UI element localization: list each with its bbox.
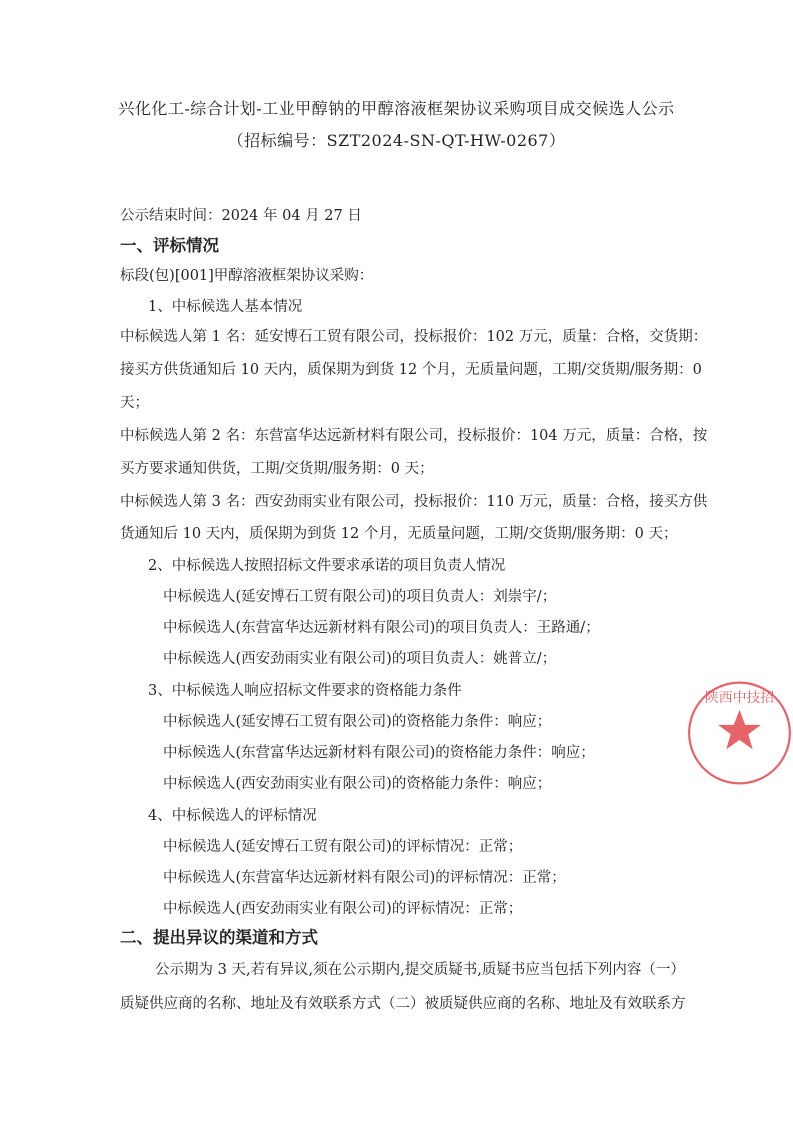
manager-line: 中标候选人(延安博石工贸有限公司)的项目负责人：刘崇宇/； <box>163 589 557 605</box>
section1-heading: 一、评标情况 <box>120 236 219 255</box>
announcement-end-time: 公示结束时间：2024 年 04 月 27 日 <box>120 208 362 224</box>
seal-star-icon <box>718 710 761 750</box>
document-title: 兴化化工-综合计划-工业甲醇钠的甲醇溶液框架协议采购项目成交候选人公示 <box>118 99 675 118</box>
section2-heading: 二、提出异议的渠道和方式 <box>120 928 318 947</box>
qualification-line: 中标候选人(西安劲雨实业有限公司)的资格能力条件：响应； <box>163 776 552 792</box>
qualification-line: 中标候选人(东营富华达远新材料有限公司)的资格能力条件：响应； <box>163 745 595 761</box>
evaluation-line: 中标候选人(东营富华达远新材料有限公司)的评标情况：正常； <box>163 870 566 886</box>
manager-line: 中标候选人(东营富华达远新材料有限公司)的项目负责人：王路通/； <box>163 620 600 636</box>
candidate-line: 接买方供货通知后 10 天内，质保期为到货 12 个月，无质量问题，工期/交货期/服务期：0 <box>120 362 702 378</box>
official-seal <box>686 648 793 818</box>
candidate-line: 中标候选人第 2 名：东营富华达远新材料有限公司，投标报价：104 万元，质量：合格，按 <box>120 428 708 444</box>
candidate-line: 中标候选人第 3 名：西安劲雨实业有限公司，投标报价：110 万元，质量：合格，接买方供 <box>120 494 708 510</box>
evaluation-line: 中标候选人(延安博石工贸有限公司)的评标情况：正常； <box>163 839 523 855</box>
candidate-line: 天； <box>120 395 149 411</box>
candidate-line: 中标候选人第 1 名：延安博石工贸有限公司，投标报价：102 万元，质量：合格，交货期： <box>120 329 708 345</box>
subsection3-heading: 3、中标候选人响应招标文件要求的资格能力条件 <box>148 683 462 699</box>
evaluation-line: 中标候选人(西安劲雨实业有限公司)的评标情况：正常； <box>163 901 523 917</box>
candidate-line: 买方要求通知供货，工期/交货期/服务期：0 天； <box>120 461 434 477</box>
subsection2-heading: 2、中标候选人按照招标文件要求承诺的项目负责人情况 <box>148 558 506 574</box>
subsection1-heading: 1、中标候选人基本情况 <box>148 299 303 315</box>
svg-text:陕西中技招: 陕西中技招 <box>704 690 775 707</box>
subsection4-heading: 4、中标候选人的评标情况 <box>148 808 317 824</box>
candidate-line: 货通知后 10 天内，质保期为到货 12 个月，无质量问题，工期/交货期/服务期：0 天； <box>120 526 678 542</box>
tender-number: （招标编号：SZT2024-SN-QT-HW-0267） <box>227 131 566 150</box>
lot-label: 标段(包)[001]甲醇溶液框架协议采购： <box>120 268 374 284</box>
objection-line: 质疑供应商的名称、地址及有效联系方式（二）被质疑供应商的名称、地址及有效联系方 <box>120 996 686 1012</box>
objection-line: 公示期为 3 天,若有异议,须在公示期内,提交质疑书,质疑书应当包括下列内容（一） <box>155 962 685 978</box>
manager-line: 中标候选人(西安劲雨实业有限公司)的项目负责人：姚普立/； <box>163 651 557 667</box>
qualification-line: 中标候选人(延安博石工贸有限公司)的资格能力条件：响应； <box>163 714 552 730</box>
